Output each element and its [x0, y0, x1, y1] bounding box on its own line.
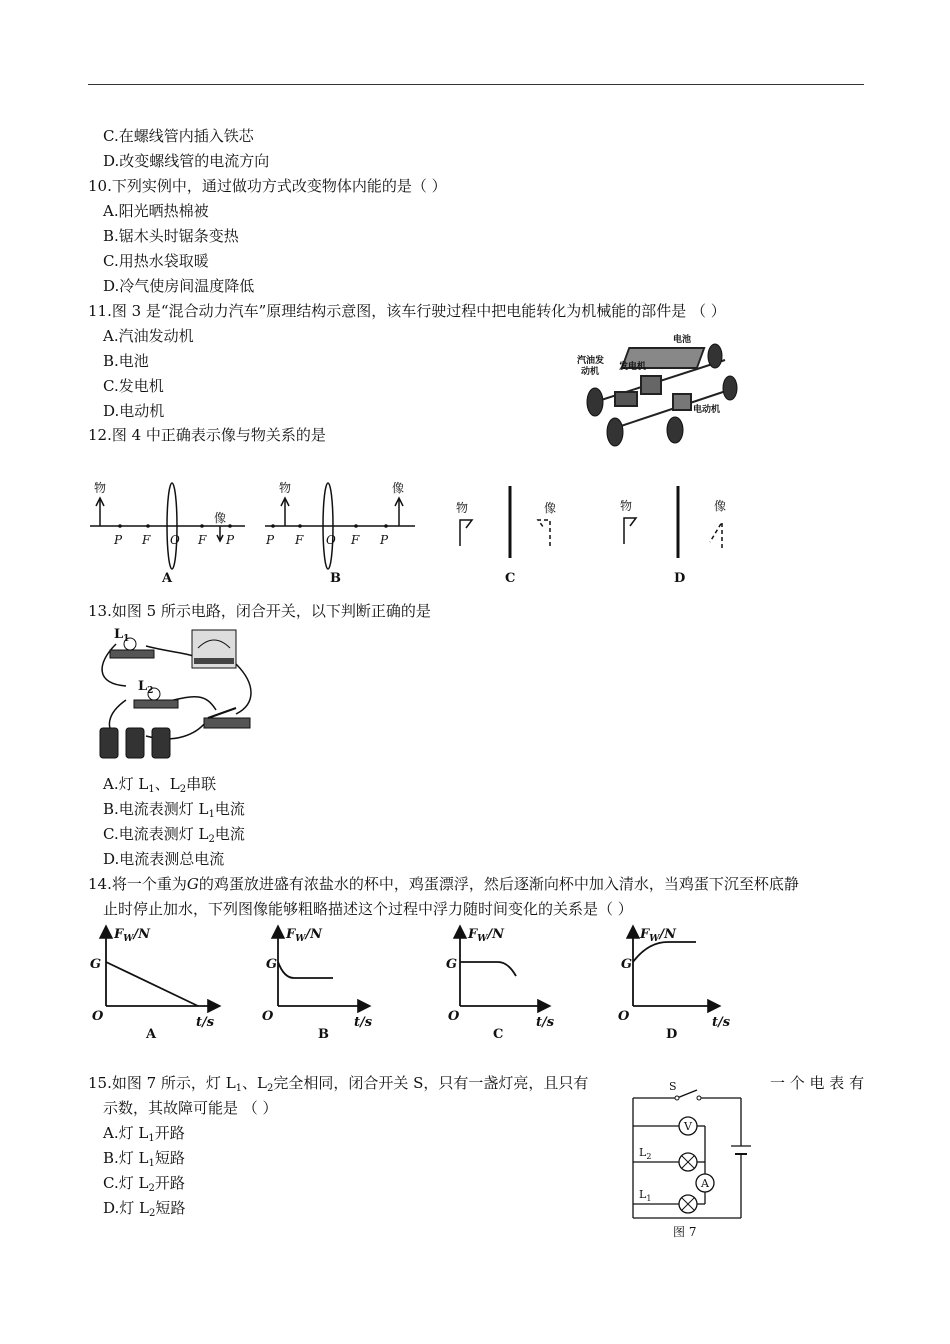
- g-label-a: G: [90, 957, 102, 972]
- origin-c: O: [448, 1009, 460, 1024]
- label-l2: L: [639, 1146, 647, 1159]
- label-ammeter: A: [701, 1177, 709, 1190]
- buoyancy-graphs-figure: [88, 920, 748, 1045]
- graph-label-b: B: [318, 1027, 329, 1042]
- label-l1: L: [114, 627, 124, 642]
- graph-label-c: C: [493, 1027, 504, 1042]
- origin-d: O: [618, 1009, 630, 1024]
- header-rule: [88, 84, 864, 85]
- hybrid-car-figure: [575, 332, 735, 450]
- q10-option-c[interactable]: C.用热水袋取暖: [103, 252, 209, 270]
- image-object-figure: [90, 478, 740, 588]
- q10-option-d[interactable]: D.冷气使房间温度降低: [103, 277, 255, 295]
- label-l2: L: [138, 679, 148, 694]
- label-option-a: A: [162, 571, 173, 586]
- q13-option-c[interactable]: C.电流表测灯 $L_2$电流: [103, 825, 245, 845]
- label-f-a1: F: [142, 533, 151, 547]
- q13-option-a[interactable]: A.灯 $L_1$、$L_2$串联: [103, 775, 217, 795]
- label-f-b1: F: [295, 533, 304, 547]
- graph-label-a: A: [146, 1027, 157, 1042]
- svg-text:FW/N: $F_W/N$: [114, 927, 150, 944]
- label-object-d: 物: [620, 499, 633, 513]
- q14-stem-line1: 14.将一个重为G的鸡蛋放进盛有浓盐水的杯中，鸡蛋漂浮，然后逐渐向杯中加入清水，当鸡蛋下沉至杯底静: [88, 875, 799, 893]
- label-generator: 发电机: [619, 362, 647, 372]
- figure-7-caption: 图 7: [673, 1225, 697, 1239]
- g-label-c: G: [446, 957, 458, 972]
- y-label-b: F: [286, 927, 296, 942]
- svg-text:FW/N: $F_W/N$: [468, 927, 504, 944]
- q11-option-c[interactable]: C.发电机: [103, 377, 164, 395]
- graph-label-d: D: [666, 1027, 678, 1042]
- q9-option-d[interactable]: D.改变螺线管的电流方向: [103, 152, 270, 170]
- label-object-b: 物: [279, 481, 292, 495]
- svg-text:L1: $L_1$: [639, 1188, 652, 1203]
- q10-stem: 10.下列实例中，通过做功方式改变物体内能的是（ ）: [88, 177, 447, 195]
- q11-option-d[interactable]: D.电动机: [103, 402, 165, 420]
- label-p-a1: P: [114, 533, 123, 547]
- label-f-a2: F: [198, 533, 207, 547]
- q10-option-b[interactable]: B.锯木头时锯条变热: [103, 227, 239, 245]
- label-o-a: O: [170, 533, 180, 547]
- label-option-d: D: [674, 571, 686, 586]
- g-label-d: G: [621, 957, 633, 972]
- label-o-b: O: [326, 533, 336, 547]
- svg-text:L2: $L_2$: [138, 679, 154, 696]
- q15-option-b[interactable]: B.灯 $L_1$短路: [103, 1149, 185, 1169]
- y-label-d: F: [640, 927, 650, 942]
- label-p-b2: P: [380, 533, 389, 547]
- origin-a: O: [92, 1009, 104, 1024]
- svg-text:FW/N: $F_W/N$: [640, 927, 676, 944]
- q11-stem: 11.图 3 是“混合动力汽车”原理结构示意图，该车行驶过程中把电能转化为机械能的部件是 （ ）: [88, 302, 726, 320]
- q15-option-d[interactable]: D.灯 $L_2$短路: [103, 1199, 186, 1219]
- label-battery: 电池: [673, 335, 692, 345]
- label-p-a2: P: [226, 533, 235, 547]
- svg-text:L1: $L_1$: [114, 627, 130, 644]
- y-label-c: F: [468, 927, 478, 942]
- q11-option-a[interactable]: A.汽油发动机: [103, 327, 194, 345]
- q12-stem: 12.图 4 中正确表示像与物关系的是: [88, 426, 326, 444]
- label-image-a: 像: [214, 511, 227, 525]
- label-image-c: 像: [544, 501, 557, 515]
- label-f-b2: F: [351, 533, 360, 547]
- q13-option-d[interactable]: D.电流表测总电流: [103, 850, 225, 868]
- label-image-b: 像: [392, 481, 405, 495]
- circuit-figure-7: [625, 1082, 755, 1240]
- label-l1: L: [639, 1188, 647, 1201]
- label-option-b: B: [330, 571, 341, 586]
- label-image-d: 像: [714, 499, 727, 513]
- g-label-b: G: [266, 957, 278, 972]
- label-object-c: 物: [456, 501, 469, 515]
- svg-text:L2: $L_2$: [639, 1146, 652, 1161]
- q10-option-a[interactable]: A.阳光晒热棉被: [103, 202, 209, 220]
- label-switch: S: [669, 1080, 677, 1093]
- label-engine-1: 汽油发: [577, 356, 605, 366]
- label-object-a: 物: [94, 481, 107, 495]
- label-p-b1: P: [266, 533, 275, 547]
- label-engine-2: 动机: [581, 367, 600, 377]
- q13-option-b[interactable]: B.电流表测灯 $L_1$电流: [103, 800, 245, 820]
- q15-stem-line2: 示数，其故障可能是 （ ）: [103, 1099, 278, 1117]
- y-label-a: F: [114, 927, 124, 942]
- origin-b: O: [262, 1009, 274, 1024]
- q13-stem: 13.如图 5 所示电路，闭合开关，以下判断正确的是: [88, 602, 431, 620]
- q14-stem-line2: 止时停止加水，下列图像能够粗略描述这个过程中浮力随时间变化的关系是（ ）: [103, 900, 633, 918]
- q15-stem-line1-end: 一 个 电 表 有: [770, 1074, 865, 1092]
- label-motor: 电动机: [693, 405, 721, 415]
- x-label-b: t/s: [354, 1015, 373, 1030]
- label-voltmeter: V: [684, 1120, 692, 1133]
- label-option-c: C: [505, 571, 516, 586]
- q15-option-a[interactable]: A.灯 $L_1$开路: [103, 1124, 185, 1144]
- x-label-c: t/s: [536, 1015, 555, 1030]
- circuit-figure-5: [96, 624, 258, 764]
- q11-option-b[interactable]: B.电池: [103, 352, 149, 370]
- q9-option-c[interactable]: C.在螺线管内插入铁芯: [103, 127, 254, 145]
- svg-text:FW/N: $F_W/N$: [286, 927, 322, 944]
- q15-option-c[interactable]: C.灯 $L_2$开路: [103, 1174, 185, 1194]
- x-label-d: t/s: [712, 1015, 731, 1030]
- x-label-a: t/s: [196, 1015, 215, 1030]
- q15-stem-line1: 15.如图 7 所示，灯 $L_1$、$L_2$完全相同，闭合开关 S，只有一盏灯亮，且只有: [88, 1074, 589, 1094]
